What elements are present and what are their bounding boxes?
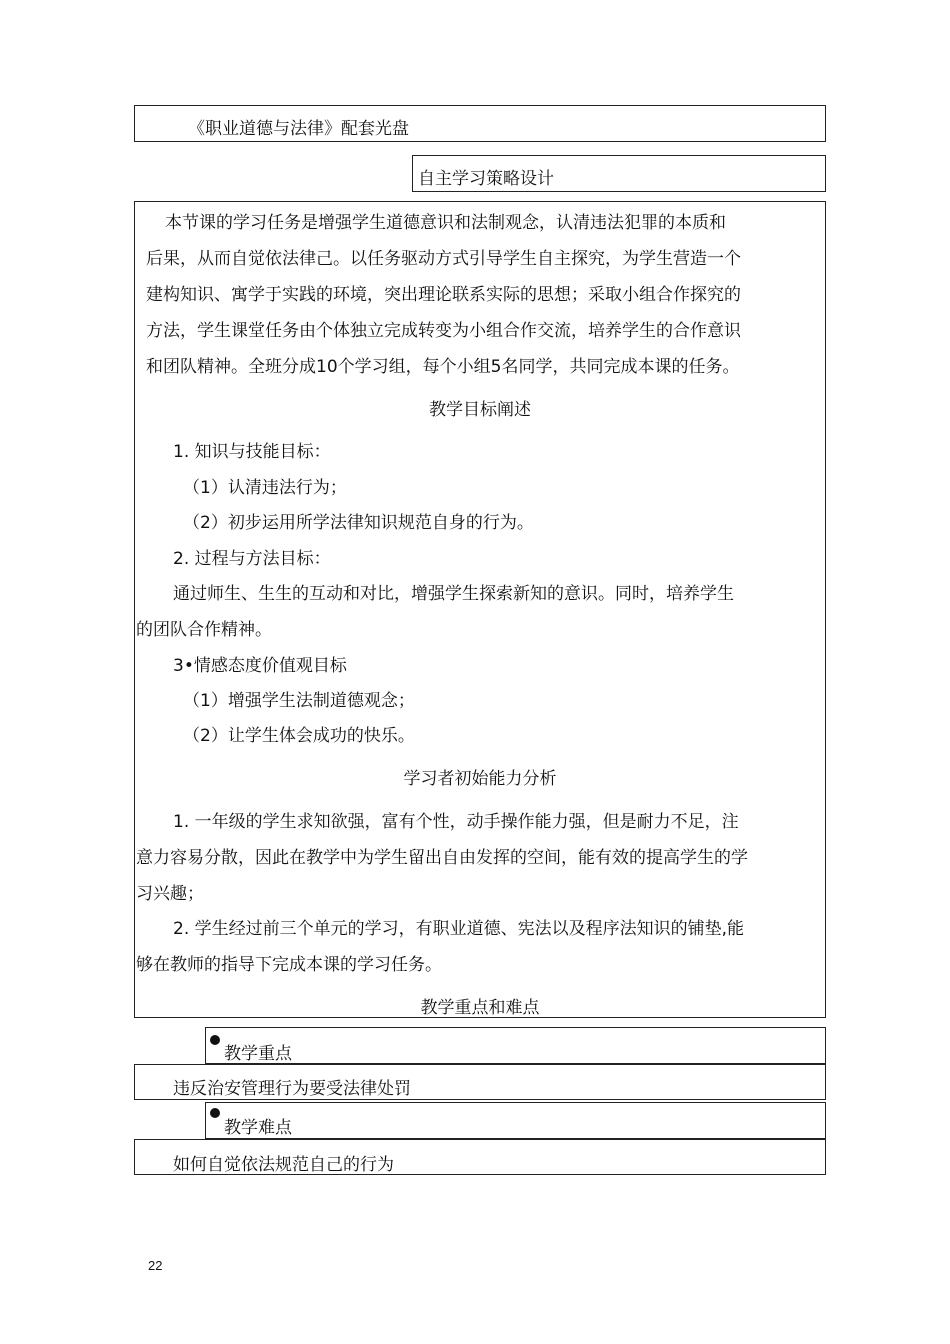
strategy-line-5: 和团队精神。全班分成10个学习组，每个小组5名同学，共同完成本课的任务。	[146, 357, 740, 377]
learner-line-1b: 意力容易分散，因此在教学中为学生留出自由发挥的空间，能有效的提高学生的学	[136, 848, 748, 868]
emotion-goal-title: 3•情感态度价值观目标	[173, 656, 347, 676]
difficulty-text: 如何自觉依法规范自己的行为	[173, 1155, 394, 1175]
strategy-line-1: 本节课的学习任务是增强学生道德意识和法制观念，认清违法犯罪的本质和	[165, 213, 726, 233]
knowledge-goal-item-1: （1）认清违法行为；	[183, 478, 347, 498]
bullet-icon	[210, 1035, 220, 1045]
knowledge-goal-title: 1. 知识与技能目标：	[173, 442, 331, 462]
process-goal-line-2: 的团队合作精神。	[136, 620, 272, 640]
learner-line-1c: 习兴趣；	[136, 884, 204, 904]
strategy-heading: 自主学习策略设计	[418, 169, 554, 189]
process-goal-title: 2. 过程与方法目标：	[173, 549, 331, 569]
focus-label-row	[205, 1027, 826, 1064]
difficulty-label-row	[205, 1102, 826, 1139]
learner-line-2a: 2. 学生经过前三个单元的学习，有职业道德、宪法以及程序法知识的铺垫,能	[173, 919, 745, 939]
emotion-goal-item-2: （2）让学生体会成功的快乐。	[183, 726, 415, 746]
learner-line-1a: 1. 一年级的学生求知欲强，富有个性，动手操作能力强，但是耐力不足，注	[173, 812, 739, 832]
focus-label: 教学重点	[224, 1044, 292, 1064]
bullet-icon	[210, 1108, 220, 1118]
key-points-heading: 教学重点和难点	[420, 998, 540, 1018]
knowledge-goal-item-2: （2）初步运用所学法律知识规范自身的行为。	[183, 513, 534, 533]
focus-text: 违反治安管理行为要受法律处罚	[173, 1079, 411, 1099]
process-goal-line-1: 通过师生、生生的互动和对比，增强学生探索新知的意识。同时，培养学生	[173, 584, 734, 604]
strategy-line-3: 建构知识、寓学于实践的环境，突出理论联系实际的思想；采取小组合作探究的	[146, 285, 741, 305]
strategy-line-2: 后果，从而自觉依法律己。以任务驱动方式引导学生自主探究，为学生营造一个	[146, 249, 741, 269]
strategy-line-4: 方法，学生课堂任务由个体独立完成转变为小组合作交流，培养学生的合作意识	[146, 321, 741, 341]
learner-line-2b: 够在教师的指导下完成本课的学习任务。	[136, 955, 442, 975]
objectives-heading: 教学目标阐述	[429, 400, 531, 420]
page-number: 22	[148, 1258, 163, 1273]
resources-text: 《职业道德与法律》配套光盘	[188, 119, 409, 139]
learner-heading: 学习者初始能力分析	[403, 769, 557, 789]
difficulty-label: 教学难点	[224, 1118, 292, 1138]
emotion-goal-item-1: （1）增强学生法制道德观念；	[183, 691, 415, 711]
